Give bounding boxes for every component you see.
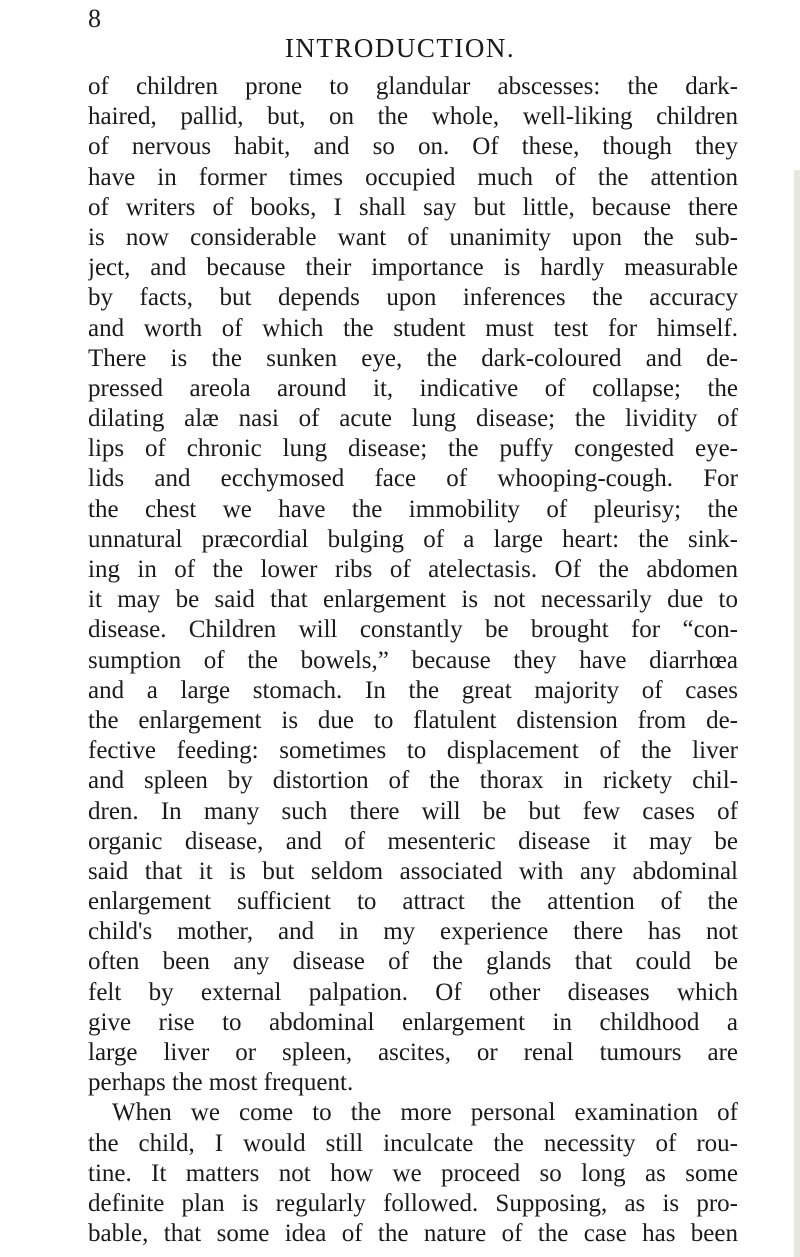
text-line: and worth of which the student must test for himself. [88, 314, 738, 342]
text-line: large liver or spleen, ascites, or renal tumours are [88, 1039, 738, 1066]
text-line: pressed areola around it, indicative of collapse; the [88, 374, 738, 402]
text-line: the chest we have the immobility of pleurisy; the [88, 495, 738, 523]
page-edge [794, 170, 800, 1257]
text-line: of children prone to glandular abscesses: the dark- [88, 73, 738, 100]
text-line: of writers of books, I shall say but little, because there [88, 193, 738, 221]
text-line: ject, and because their importance is hardly measurable [88, 254, 738, 282]
text-line: of nervous habit, and so on. Of these, though they [88, 133, 738, 161]
text-line: lids and ecchymosed face of whooping-cough. For [88, 465, 738, 493]
text-line: unnatural præcordial bulging of a large heart: the sink- [88, 525, 738, 553]
text-line: perhaps the most frequent. [88, 1069, 354, 1097]
text-line: haired, pallid, but, on the whole, well-liking children [88, 103, 738, 131]
text-line: dilating alæ nasi of acute lung disease; the lividity of [88, 405, 738, 433]
text-line: is now considerable want of unanimity upon the sub- [88, 223, 738, 251]
text-line: said that it is but seldom associated with any abdominal [88, 857, 738, 885]
text-line: There is the sunken eye, the dark-coloured and de- [88, 344, 738, 372]
text-line: lips of chronic lung disease; the puffy congested eye- [88, 435, 738, 463]
text-line: organic disease, and of mesenteric disease it may be [88, 827, 738, 855]
text-line: the child, I would still inculcate the necessity of rou- [88, 1129, 738, 1157]
text-line: definite plan is regularly followed. Supposing, as is pro- [88, 1189, 738, 1217]
text-line: bable, that some idea of the nature of the case has been [88, 1220, 738, 1248]
text-line: fective feeding: sometimes to displacement of the liver [88, 737, 738, 765]
text-line: by facts, but depends upon inferences the accuracy [88, 284, 738, 312]
text-line: felt by external palpation. Of other diseases which [88, 978, 738, 1006]
text-line: dren. In many such there will be but few cases of [88, 797, 738, 825]
text-line: it may be said that enlargement is not necessarily due to [88, 586, 738, 614]
text-line: enlargement sufficient to attract the attention of the [88, 888, 738, 916]
text-line: have in former times occupied much of the attention [88, 163, 738, 191]
text-line: tine. It matters not how we proceed so long as some [88, 1159, 738, 1187]
text-line: the enlargement is due to flatulent distension from de- [88, 706, 738, 734]
text-line: and a large stomach. In the great majority of cases [88, 676, 738, 704]
text-line: and spleen by distortion of the thorax in rickety chil- [88, 767, 738, 795]
text-line: disease. Children will constantly be brought for “con- [88, 616, 738, 644]
text-line: often been any disease of the glands that could be [88, 948, 738, 976]
running-title: INTRODUCTION. [284, 33, 516, 63]
text-line: give rise to abdominal enlargement in childhood a [88, 1008, 738, 1036]
body-text [88, 72, 738, 1249]
text-line: sumption of the bowels,” because they have diarrhœa [88, 646, 738, 674]
page-number: 8 [88, 4, 101, 33]
text-line: When we come to the more personal examination of [112, 1099, 738, 1127]
text-line: ing in of the lower ribs of atelectasis. Of the abdomen [88, 556, 738, 583]
text-line: child's mother, and in my experience there has not [88, 918, 738, 946]
